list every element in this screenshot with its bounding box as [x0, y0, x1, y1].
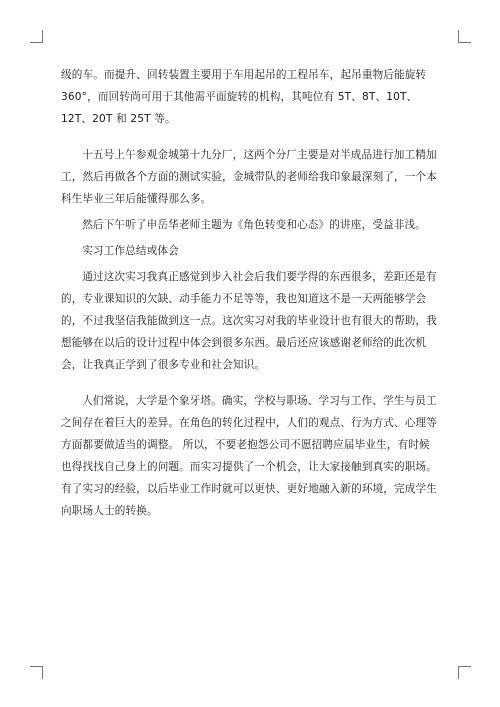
paragraph-gap: [61, 134, 440, 144]
paragraph-crane-types: 级的车。而提升、回转装置主要用于车用起吊的工程吊车，起吊重物后能旋转 360°，而回转尚可用于其他需平面旋转的机构，其吨位有 5T、8T、10T、12T、20T 和 25T 等。: [61, 69, 427, 125]
paragraph-lecture: 然后下午听了申岳华老师主题为《角色转变和心态》的讲座，受益非浅。: [82, 219, 426, 231]
document-body: [61, 64, 440, 526]
crop-mark-top-right: [458, 30, 471, 43]
crop-mark-bottom-right: [458, 666, 471, 679]
paragraph-factory-visit: 十五号上午参观金城第十九分厂，这两个分厂主要是对半成品进行加工精加工，然后再做各个方面的测试实验，金城带队的老师给我印象最深刻了，一个本科生毕业三年后能懂得那么多。: [61, 149, 438, 205]
paragraph-gap: [61, 380, 440, 390]
paragraph-ivory-tower: 人们常说，大学是个象牙塔。确实，学校与职场、学习与工作、学生与员工之间存在着巨大的差异。在角色的转化过程中，人们的观点、行为方式、心理等方面都要做适当的调整。 所以，不要老抱怨公司不愿招聘应届毕业生，有时候也得找找自己身上的问题。而实习提供了一个机会，让大家接触到真实的职场。有了实习的经验，以后毕业工作时就可以更快、更好地融入新的环境，完成学生向职场人士的转换。: [61, 395, 438, 517]
crop-mark-top-left: [30, 30, 43, 43]
paragraph-internship-reflection: 通过这次实习我真正感觉到步入社会后我们要学得的东西很多，差距还是有的，专业课知识的欠缺、动手能力不足等等，我也知道这不是一天两能够学会的，不过我坚信我能做到这一点。这次实习对我的毕业设计也有很大的帮助，我想能够在以后的设计过程中体会到很多东西。最后还应该感谢老师给的此次机会，让我真正学到了很多专业和社会知识。: [61, 271, 438, 371]
section-heading-summary: 实习工作总结或体会: [82, 245, 179, 257]
crop-mark-bottom-left: [30, 666, 43, 679]
